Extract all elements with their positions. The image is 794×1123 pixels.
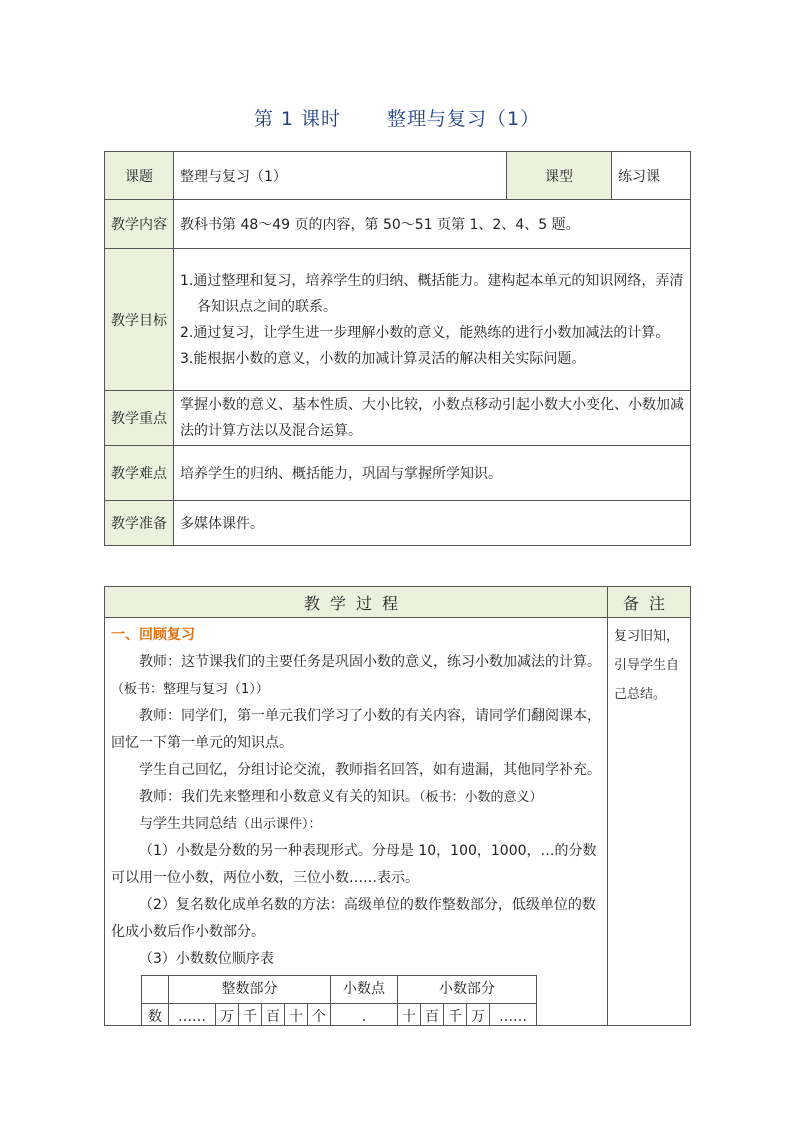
process-content-cell [105, 618, 608, 1026]
process-body-row [105, 618, 691, 1026]
teaching-process-table [104, 586, 691, 1026]
show-note: （出示课件）： [237, 817, 322, 832]
lesson-topic: 整理与复习（1） [387, 108, 541, 130]
prep-row [105, 501, 691, 546]
note-text: 复习旧知，引导学生自己总结。 [614, 629, 680, 702]
process-header-row [105, 587, 691, 618]
prep-label: 教学准备 [105, 501, 174, 546]
board-note: （板书：整理与复习（1）） [111, 682, 269, 697]
point-cell: . [331, 1004, 398, 1026]
board-note: （板书：小数的意义） [419, 790, 543, 805]
goal-item: 1.通过整理和复习，培养学生的归纳、概括能力。建构起本单元的知识网络，弄清各知识点之间的联系。 [180, 272, 684, 315]
digit-cell: 万 [467, 1004, 490, 1026]
goal-item: 2.通过复习，让学生进一步理解小数的意义，能熟练的进行小数加减法的计算。 [180, 324, 670, 341]
digit-cell: 千 [239, 1004, 262, 1026]
note-cell [608, 618, 691, 1026]
type-value: 练习课 [612, 152, 691, 200]
paragraph: 教师：这节课我们的主要任务是巩固小数的意义，练习小数加减法的计算。（板书：整理与复习（1）） [111, 654, 601, 697]
goal-item: 3.能根据小数的意义，小数的加减计算灵活的解决相关实际问题。 [180, 350, 586, 367]
content-value: 教科书第 48～49 页的内容，第 50～51 页第 1、2、4、5 题。 [174, 200, 691, 249]
digit-cell: 百 [262, 1004, 285, 1026]
topic-value: 整理与复习（1） [174, 152, 507, 200]
key-label: 教学重点 [105, 391, 174, 446]
key-value: 掌握小数的意义、基本性质、大小比较，小数点移动引起小数大小变化、小数加减法的计算方法以及混合运算。 [174, 391, 691, 446]
lesson-number: 第 1 课时 [253, 108, 342, 130]
paragraph: 学生自己回忆，分组讨论交流，教师指名回答，如有遗漏，其他同学补充。 [139, 762, 601, 778]
digit-cell: 个 [308, 1004, 331, 1026]
point-header: 小数点 [331, 976, 398, 1004]
blank-cell [142, 976, 169, 1004]
difficulty-label: 教学难点 [105, 446, 174, 501]
lesson-plan-table [104, 151, 691, 546]
decimal-place-table [141, 975, 537, 1025]
key-row [105, 391, 691, 446]
integer-part-header: 整数部分 [169, 976, 331, 1004]
content-row [105, 200, 691, 249]
topic-label: 课题 [105, 152, 174, 200]
digit-cell: 百 [421, 1004, 444, 1026]
paragraph: （2）复名数化成单名数的方法：高级单位的数作整数部分，低级单位的数化成小数后作小数部分。 [111, 897, 596, 940]
type-label: 课型 [507, 152, 612, 200]
paragraph: 教师：同学们，第一单元我们学习了小数的有关内容，请同学们翻阅课本，回忆一下第一单元的知识点。 [111, 708, 601, 751]
section-heading: 一、回顾复习 [111, 627, 195, 643]
digit-header-row [142, 976, 537, 1004]
content-label: 教学内容 [105, 200, 174, 249]
difficulty-row [105, 446, 691, 501]
page-title [0, 104, 794, 131]
paragraph: 与学生共同总结（出示课件）： [139, 816, 322, 832]
digit-row [142, 1004, 537, 1026]
difficulty-value: 培养学生的归纳、概括能力，巩固与掌握所学知识。 [174, 446, 691, 501]
note-header: 备注 [608, 587, 691, 618]
digit-cell: …… [169, 1004, 216, 1026]
digit-cell: 万 [216, 1004, 239, 1026]
prep-value: 多媒体课件。 [174, 501, 691, 546]
goal-label: 教学目标 [105, 249, 174, 391]
topic-row [105, 152, 691, 200]
process-header: 教学过程 [105, 587, 608, 618]
digit-row-label: 数 [142, 1004, 169, 1026]
decimal-part-header: 小数部分 [398, 976, 537, 1004]
digit-cell: …… [490, 1004, 537, 1026]
paragraph: 教师：我们先来整理和小数意义有关的知识。（板书：小数的意义） [139, 789, 543, 805]
goal-cell [174, 249, 691, 391]
digit-cell: 千 [444, 1004, 467, 1026]
digit-cell: 十 [398, 1004, 421, 1026]
digit-cell: 十 [285, 1004, 308, 1026]
paragraph: （1）小数是分数的另一种表现形式。分母是 10，100，1000，…的分数可以用一位小数，两位小数，三位小数……表示。 [111, 843, 597, 886]
paragraph: （3）小数数位顺序表 [139, 951, 274, 967]
goal-row [105, 249, 691, 391]
